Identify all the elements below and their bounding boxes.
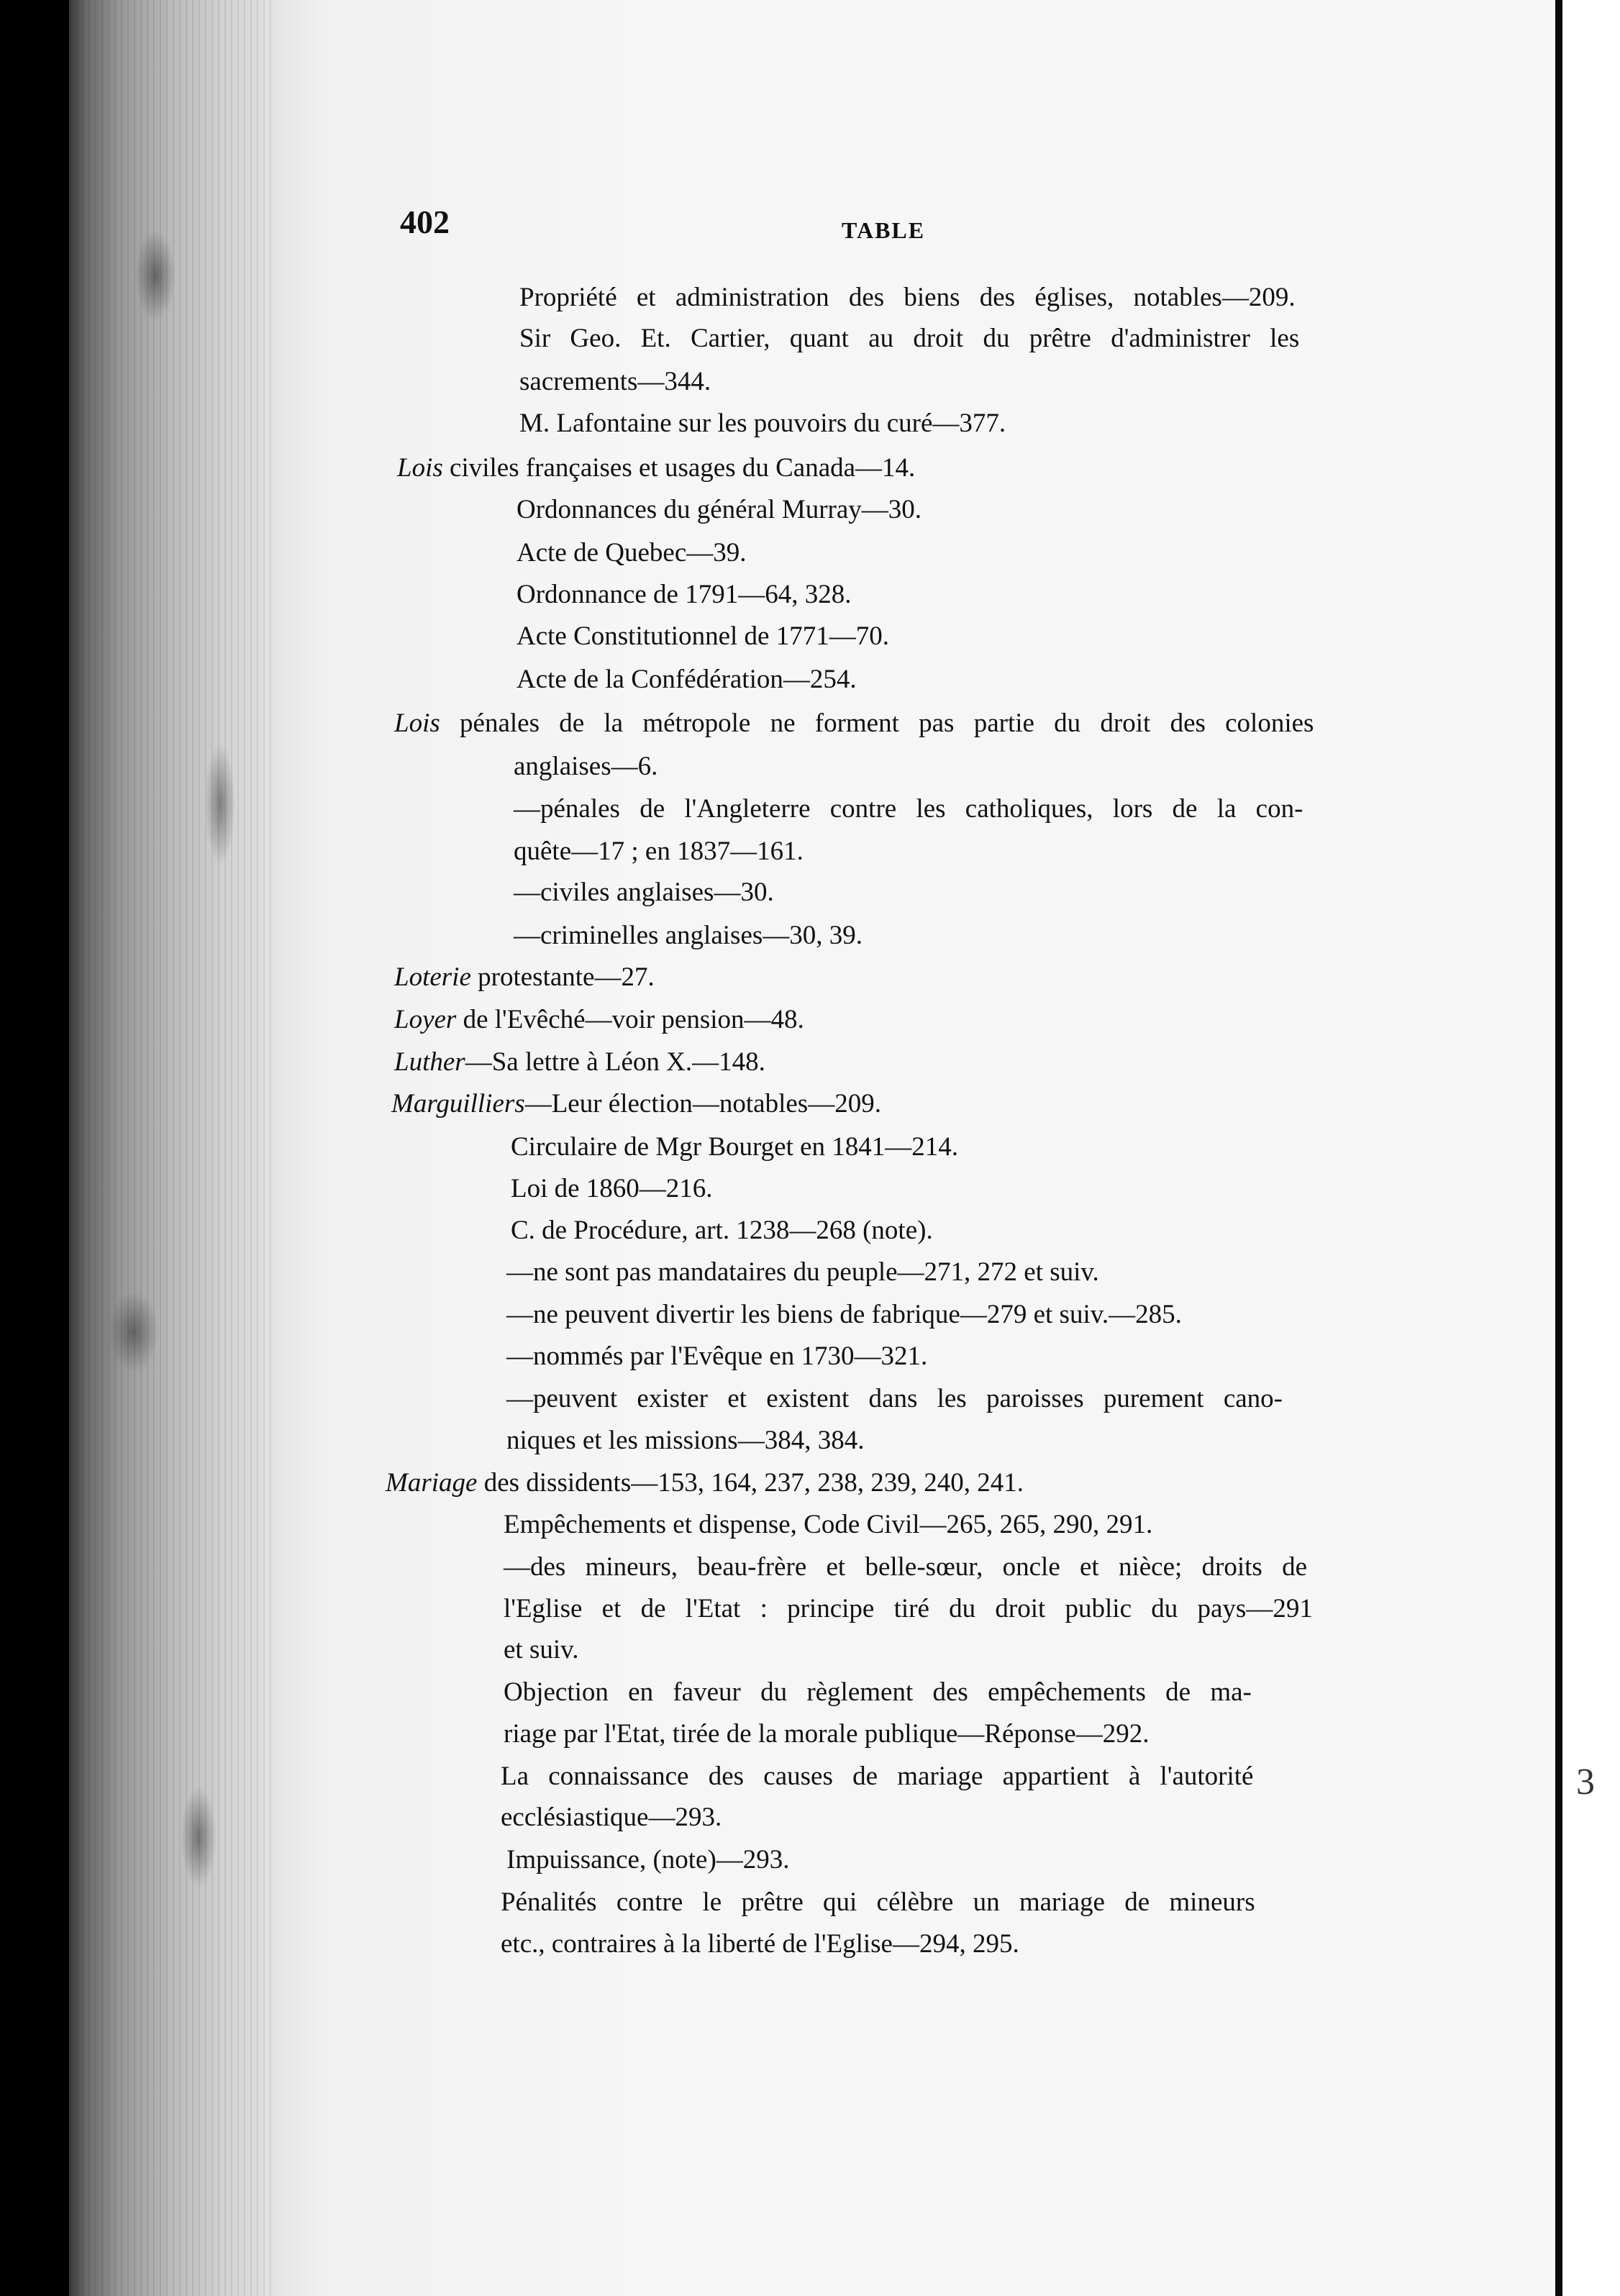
index-entry-line <box>506 1301 1182 1328</box>
entry-keyword: Marguilliers <box>391 1089 525 1119</box>
entry-text: sacrements—344. <box>519 367 711 396</box>
index-entry-line <box>506 1385 1283 1412</box>
entry-text: C. de Procédure, art. 1238—268 (note). <box>511 1216 933 1245</box>
entry-text: ecclésiastique—293. <box>501 1803 722 1832</box>
index-entry-line <box>506 1259 1099 1285</box>
entry-text: —civiles anglaises—30. <box>514 878 774 907</box>
entry-keyword: Loyer <box>394 1005 457 1034</box>
entry-text: Impuissance, (note)—293. <box>506 1845 790 1874</box>
entry-keyword: Luther <box>394 1047 465 1077</box>
entry-text: etc., contraires à la liberté de l'Eglise—294, 295. <box>501 1929 1019 1959</box>
index-entry-line <box>506 1846 790 1873</box>
entry-text: des dissidents—153, 164, 237, 238, 239, 240, 241. <box>477 1468 1024 1498</box>
index-entry-line <box>501 1804 722 1831</box>
index-entry-line <box>519 410 1006 437</box>
index-entry-line <box>506 1427 864 1454</box>
entry-text: La connaissance des causes de mariage appartient à l'autorité <box>501 1762 1254 1791</box>
index-entry-heading-line <box>394 1049 765 1075</box>
entry-text: —ne sont pas mandataires du peuple—271, 272 et suiv. <box>506 1257 1099 1287</box>
entry-text: Propriété et administration des biens des églises, notables—209. <box>519 283 1296 312</box>
index-entry-line <box>504 1636 578 1663</box>
entry-text: Empêchements et dispense, Code Civil—265, 265, 290, 291. <box>504 1510 1153 1539</box>
index-entry-heading-line <box>391 1090 881 1117</box>
index-entry-line <box>501 1763 1253 1790</box>
index-entry-line <box>501 1889 1255 1915</box>
entry-text: —Sa lettre à Léon X.—148. <box>465 1047 765 1077</box>
entry-text: Pénalités contre le prêtre qui célèbre un mariage de mineurs <box>501 1887 1255 1917</box>
index-entry-line <box>514 796 1303 822</box>
index-entry-line <box>519 284 1296 311</box>
index-entry-line <box>514 753 657 780</box>
index-entry-line <box>519 368 711 395</box>
index-entry-line <box>504 1679 1252 1705</box>
index-entry-heading-line <box>386 1470 1024 1496</box>
entry-text: Objection en faveur du règlement des empêchements de ma- <box>504 1677 1252 1707</box>
index-entry-line <box>511 1217 933 1244</box>
index-entry-line <box>517 581 851 608</box>
entry-text: pénales de la métropole ne forment pas partie du droit des colonies <box>440 709 1314 738</box>
entry-keyword: Loterie <box>394 962 471 992</box>
page-header <box>0 203 1620 246</box>
entry-text: —des mineurs, beau-frère et belle-sœur, oncle et nièce; droits de <box>504 1552 1307 1582</box>
index-entry-line <box>501 1931 1019 1957</box>
index-entry-line <box>514 838 804 865</box>
index-entry-line <box>514 879 774 906</box>
entry-keyword: Lois <box>394 709 440 738</box>
entry-text: riage par l'Etat, tirée de la morale publique—Réponse—292. <box>504 1719 1150 1749</box>
entry-text: niques et les missions—384, 384. <box>506 1426 865 1455</box>
entry-text: l'Eglise et de l'Etat : principe tiré du droit public du pays—291 <box>504 1594 1313 1623</box>
binding-texture <box>69 0 285 2296</box>
entry-text: quête—17 ; en 1837—161. <box>514 837 804 866</box>
entry-text: civiles françaises et usages du Canada—14. <box>442 453 916 483</box>
entry-text: Acte Constitutionnel de 1771—70. <box>517 621 889 651</box>
index-entry-line <box>519 325 1299 352</box>
index-entry-line <box>517 496 922 523</box>
index-entry-line <box>504 1554 1307 1580</box>
entry-text: Circulaire de Mgr Bourget en 1841—214. <box>511 1132 959 1162</box>
entry-text: —Leur élection—notables—209. <box>524 1089 881 1119</box>
entry-text: Acte de Quebec—39. <box>517 538 747 568</box>
page-edge-border <box>1555 0 1562 2296</box>
index-entry-heading-line <box>397 455 915 481</box>
index-entry-line <box>511 1134 958 1160</box>
index-entry-heading-line <box>394 964 655 990</box>
index-entry-line <box>511 1175 713 1202</box>
entry-text: —criminelles anglaises—30, 39. <box>514 921 863 950</box>
index-entry-line <box>517 539 747 566</box>
index-entry-line <box>504 1721 1149 1747</box>
index-entry-line <box>504 1595 1313 1622</box>
page-number: 402 <box>400 204 450 240</box>
entry-text: M. Lafontaine sur les pouvoirs du curé—377. <box>519 409 1006 438</box>
index-entry-line <box>514 922 863 949</box>
entry-text: et suiv. <box>504 1635 579 1664</box>
margin-mark: 3 <box>1576 1762 1595 1803</box>
right-margin <box>1562 0 1620 2296</box>
entry-keyword: Mariage <box>386 1468 478 1498</box>
entry-text: protestante—27. <box>470 962 655 992</box>
entry-text: Sir Geo. Et. Cartier, quant au droit du prêtre d'administrer les <box>519 324 1300 353</box>
index-entry-heading-line <box>394 710 1314 737</box>
index-entry-line <box>506 1343 927 1370</box>
entry-text: anglaises—6. <box>514 752 658 781</box>
entry-text: —ne peuvent divertir les biens de fabrique—279 et suiv.—285. <box>506 1300 1182 1329</box>
entry-text: —pénales de l'Angleterre contre les catholiques, lors de la con- <box>514 794 1303 824</box>
entry-text: Acte de la Confédération—254. <box>517 665 857 694</box>
entry-text: —peuvent exister et existent dans les paroisses purement cano- <box>506 1384 1283 1413</box>
entry-text: de l'Evêché—voir pension—48. <box>456 1005 804 1034</box>
entry-text: Loi de 1860—216. <box>511 1174 713 1203</box>
index-entry-line <box>517 623 889 650</box>
index-entry-heading-line <box>394 1006 804 1033</box>
entry-text: Ordonnance de 1791—64, 328. <box>517 580 852 609</box>
index-entry-line <box>517 666 857 693</box>
entry-keyword: Lois <box>397 453 443 483</box>
index-entry-line <box>504 1511 1152 1538</box>
entry-text: Ordonnances du général Murray—30. <box>517 495 922 524</box>
entry-text: —nommés par l'Evêque en 1730—321. <box>506 1341 928 1371</box>
running-head: TABLE <box>842 217 926 243</box>
